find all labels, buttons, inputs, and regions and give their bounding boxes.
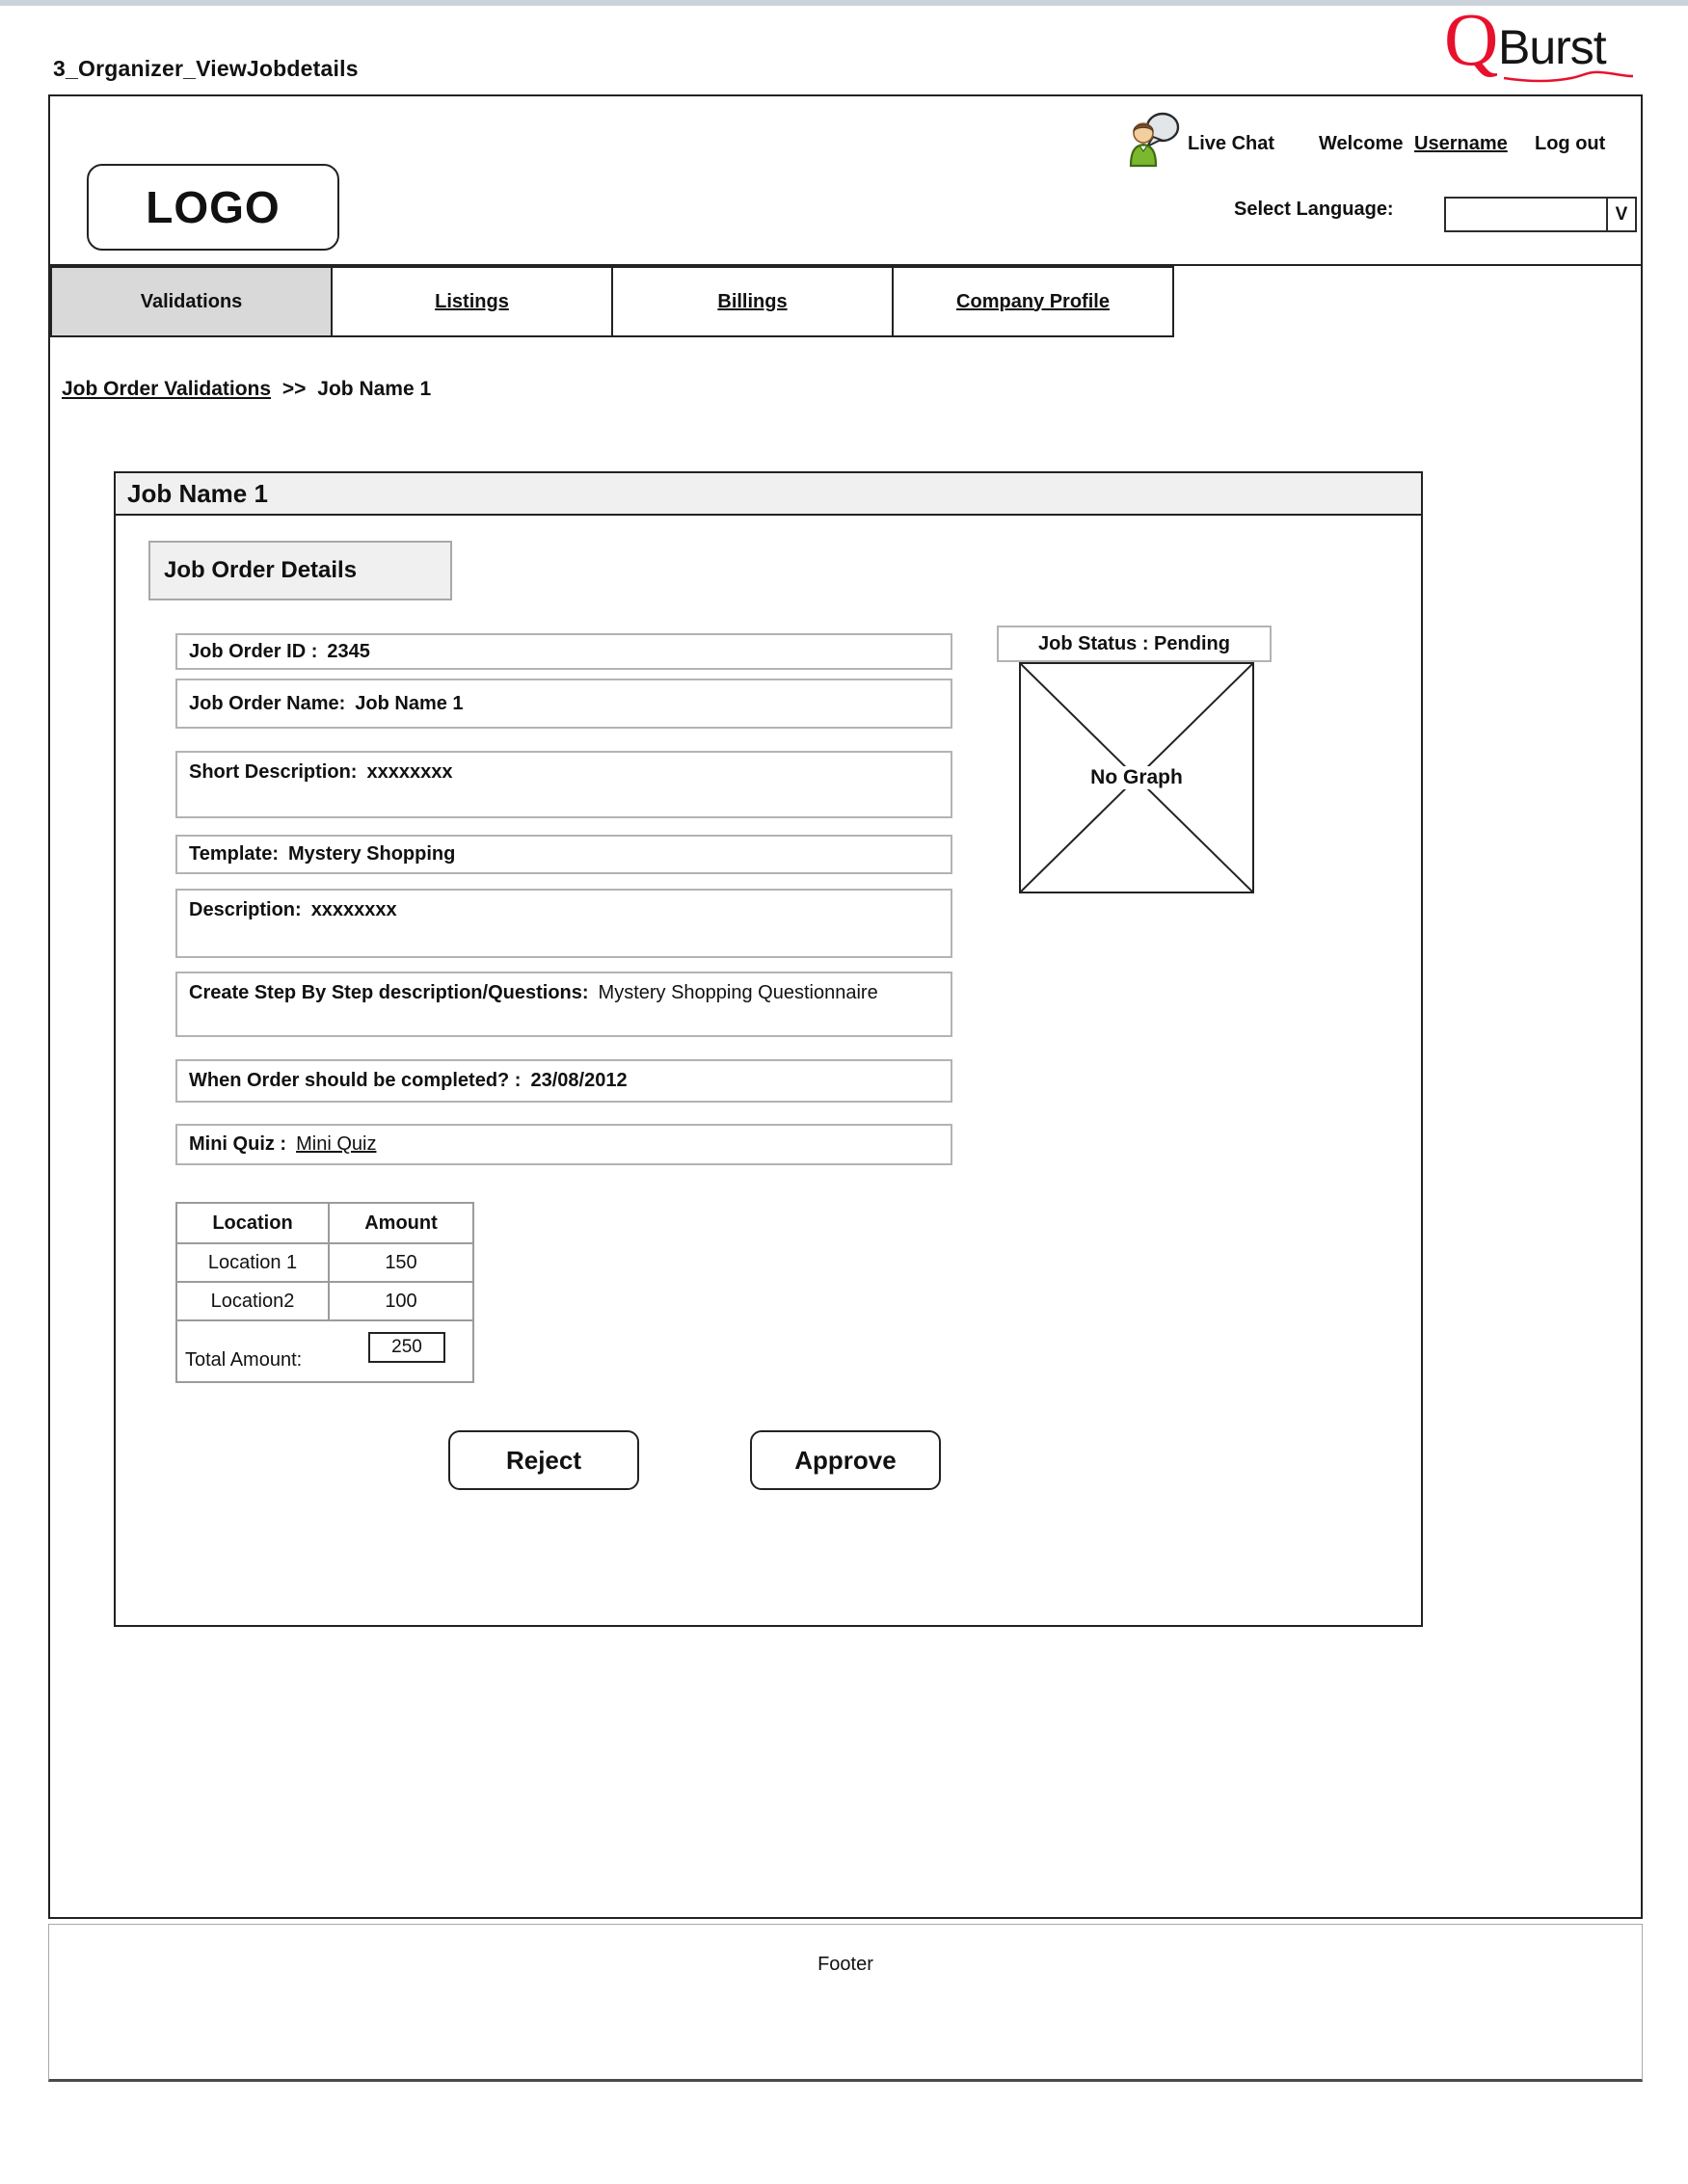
welcome-text bbox=[1319, 133, 1508, 155]
field-description bbox=[175, 889, 952, 958]
qburst-q-letter: Q bbox=[1444, 0, 1499, 81]
field-label: Template: bbox=[189, 843, 279, 865]
field-label: Short Description: bbox=[189, 761, 358, 783]
field-label: Job Order Name: bbox=[189, 692, 346, 714]
breadcrumb-current: Job Name 1 bbox=[317, 378, 432, 400]
job-details-panel bbox=[114, 471, 1423, 1627]
field-completion-date bbox=[175, 1059, 952, 1103]
qburst-wordmark: Burst bbox=[1498, 20, 1606, 74]
page-footer: Footer bbox=[48, 1924, 1643, 2082]
field-value: 2345 bbox=[327, 640, 370, 662]
live-chat-link[interactable]: Live Chat bbox=[1188, 133, 1275, 154]
field-value: Job Name 1 bbox=[355, 692, 464, 714]
field-value: 23/08/2012 bbox=[530, 1070, 628, 1091]
qburst-logo bbox=[1444, 2, 1647, 79]
no-graph-label: No Graph bbox=[1086, 766, 1187, 789]
breadcrumb bbox=[62, 378, 431, 401]
cell-location: Location 1 bbox=[176, 1243, 329, 1282]
language-select-dropdown[interactable] bbox=[1444, 197, 1637, 232]
main-window bbox=[48, 94, 1643, 1919]
cell-location: Location2 bbox=[176, 1282, 329, 1320]
breadcrumb-link-job-order-validations[interactable]: Job Order Validations bbox=[62, 378, 272, 400]
tab-validations[interactable] bbox=[50, 266, 333, 337]
welcome-label: Welcome bbox=[1319, 133, 1404, 154]
table-total-row bbox=[176, 1320, 473, 1382]
field-value: Mystery Shopping bbox=[287, 843, 456, 865]
field-mini-quiz bbox=[175, 1124, 952, 1165]
tab-label: Billings bbox=[717, 290, 788, 312]
tab-billings[interactable] bbox=[611, 266, 894, 337]
amounts-table bbox=[175, 1202, 474, 1383]
chevron-down-icon[interactable]: V bbox=[1606, 199, 1635, 230]
live-chat-icon[interactable] bbox=[1124, 110, 1186, 172]
field-job-order-id bbox=[175, 633, 952, 670]
tab-label: Listings bbox=[435, 290, 509, 312]
logout-link[interactable]: Log out bbox=[1535, 133, 1606, 154]
job-order-details-section-header: Job Order Details bbox=[148, 541, 452, 600]
field-label: Mini Quiz : bbox=[189, 1133, 287, 1155]
tab-listings[interactable] bbox=[331, 266, 613, 337]
approve-button[interactable]: Approve bbox=[750, 1430, 941, 1490]
total-amount-value: 250 bbox=[368, 1332, 445, 1363]
table-header-row bbox=[176, 1203, 473, 1243]
tab-label: Validations bbox=[140, 290, 243, 312]
site-logo[interactable]: LOGO bbox=[87, 164, 339, 251]
tab-label: Company Profile bbox=[956, 290, 1110, 312]
username-link[interactable]: Username bbox=[1414, 133, 1508, 154]
col-header-location: Location bbox=[176, 1203, 329, 1243]
tab-company-profile[interactable] bbox=[892, 266, 1174, 337]
cell-amount: 150 bbox=[329, 1243, 473, 1282]
field-label: Create Step By Step description/Questions: bbox=[189, 982, 589, 1003]
cell-amount: 100 bbox=[329, 1282, 473, 1320]
select-language-label: Select Language: bbox=[1234, 199, 1394, 220]
panel-title: Job Name 1 bbox=[116, 473, 1421, 516]
language-select-value[interactable] bbox=[1446, 199, 1606, 230]
no-graph-placeholder bbox=[1019, 662, 1254, 893]
table-row bbox=[176, 1243, 473, 1282]
col-header-amount: Amount bbox=[329, 1203, 473, 1243]
field-label: Description: bbox=[189, 899, 302, 920]
mini-quiz-link[interactable]: Mini Quiz bbox=[296, 1133, 377, 1155]
field-step-by-step-questions bbox=[175, 972, 952, 1037]
field-label: Job Order ID : bbox=[189, 640, 318, 662]
field-job-order-name bbox=[175, 679, 952, 729]
page-title: 3_Organizer_ViewJobdetails bbox=[53, 56, 359, 81]
breadcrumb-separator: >> bbox=[281, 378, 307, 400]
browser-top-strip bbox=[0, 0, 1688, 6]
job-status-badge: Job Status : Pending bbox=[997, 626, 1272, 662]
field-value: Mystery Shopping Questionnaire bbox=[598, 982, 878, 1003]
field-template bbox=[175, 835, 952, 874]
total-amount-label: Total Amount: bbox=[185, 1349, 303, 1371]
field-short-description bbox=[175, 751, 952, 818]
field-value: xxxxxxxx bbox=[310, 899, 397, 920]
reject-button[interactable]: Reject bbox=[448, 1430, 639, 1490]
field-value: xxxxxxxx bbox=[366, 761, 453, 783]
table-row bbox=[176, 1282, 473, 1320]
field-label: When Order should be completed? : bbox=[189, 1070, 522, 1091]
qburst-swoosh-icon bbox=[1502, 69, 1635, 85]
